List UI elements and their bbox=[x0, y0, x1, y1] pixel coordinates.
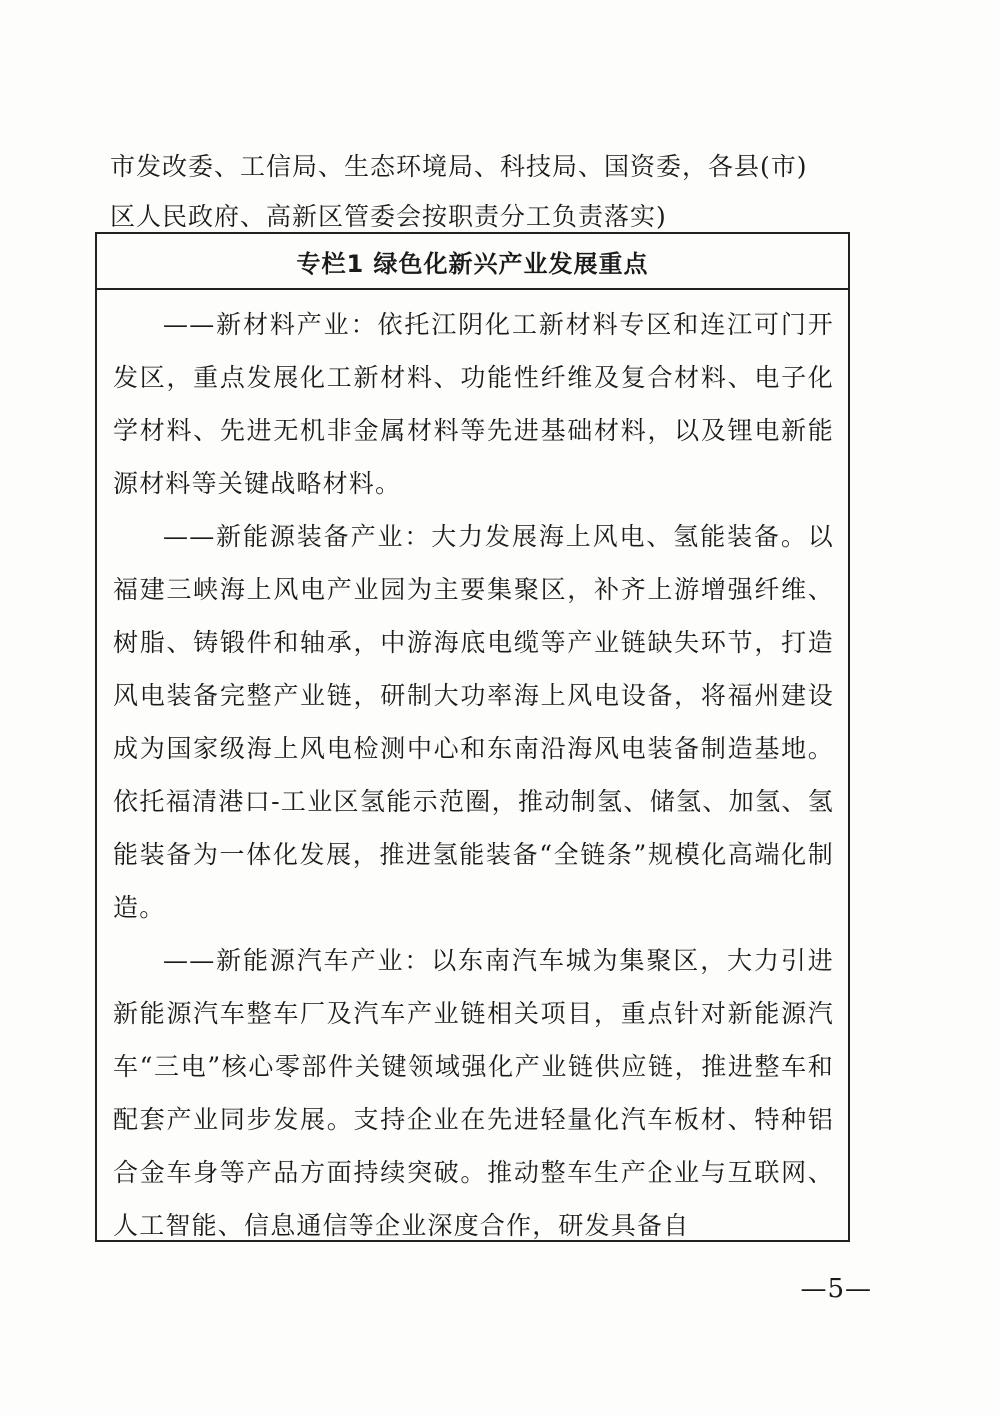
intro-line-2: 区人民政府、高新区管委会按职责分工负责落实) bbox=[110, 202, 667, 231]
intro-text bbox=[110, 142, 870, 242]
feature-column-body bbox=[97, 290, 848, 1252]
paragraph-new-energy-vehicles: ——新能源汽车产业：以东南汽车城为集聚区，大力引进新能源汽车整车厂及汽车产业链相关项目，重点针对新能源汽车“三电”核心零部件关键领域强化产业链供应链，推进整车和配套产业同步发展。支持企业在先进轻量化汽车板材、特种铝合金车身等产品方面持续突破。推动整车生产企业与互联网、人工智能、信息通信等企业深度合作，研发具备自 bbox=[113, 946, 834, 1240]
paragraph-new-energy-equipment: ——新能源装备产业：大力发展海上风电、氢能装备。以福建三峡海上风电产业园为主要集聚区，补齐上游增强纤维、树脂、铸锻件和轴承，中游海底电缆等产业链缺失环节，打造风电装备完整产业链，研制大功率海上风电设备，将福州建设成为国家级海上风电检测中心和东南沿海风电装备制造基地。依托福清港口-工业区氢能示范圈，推动制氢、储氢、加氢、氢能装备为一体化发展，推进氢能装备“全链条”规模化高端化制造。 bbox=[113, 522, 834, 922]
page-number: —5— bbox=[800, 1274, 872, 1304]
feature-column-box bbox=[95, 232, 850, 1242]
paragraph-new-materials: ——新材料产业：依托江阴化工新材料专区和连江可门开发区，重点发展化工新材料、功能性纤维及复合材料、电子化学材料、先进无机非金属材料等先进基础材料，以及锂电新能源材料等关键战略材料。 bbox=[113, 310, 834, 498]
feature-column-title: 专栏1 绿色化新兴产业发展重点 bbox=[97, 234, 848, 290]
intro-line-1: 市发改委、工信局、生态环境局、科技局、国资委，各县(市) bbox=[110, 152, 808, 181]
